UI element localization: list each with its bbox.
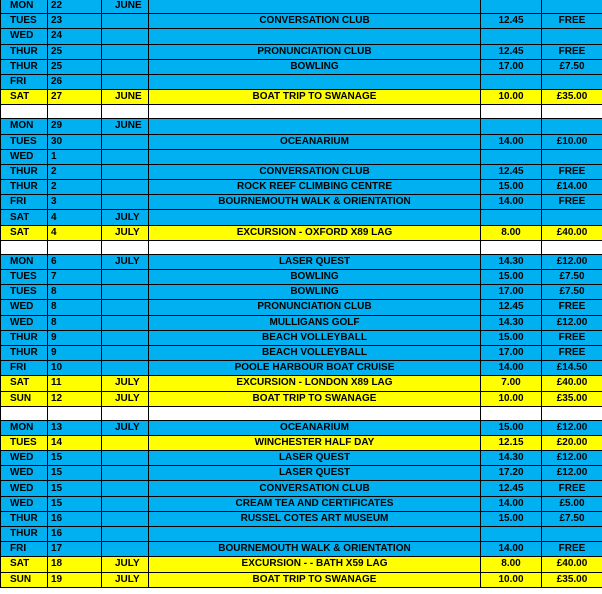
activity-cell: CONVERSATION CLUB <box>149 481 481 496</box>
time-cell: 14.00 <box>481 361 542 376</box>
month-cell <box>102 300 149 315</box>
month-cell <box>102 195 149 210</box>
month-cell <box>102 511 149 526</box>
activity-cell <box>149 74 481 89</box>
day-cell: WED <box>1 300 48 315</box>
day-cell: THUR <box>1 511 48 526</box>
separator-cell <box>542 105 602 119</box>
month-cell <box>102 527 149 542</box>
schedule-row[interactable] <box>1 254 602 269</box>
activity-cell: EXCURSION - OXFORD X89 LAG <box>149 225 481 240</box>
date-cell: 23 <box>48 14 102 29</box>
activity-cell: BOURNEMOUTH WALK & ORIENTATION <box>149 195 481 210</box>
date-cell: 24 <box>48 29 102 44</box>
date-cell: 15 <box>48 496 102 511</box>
price-cell <box>542 0 602 14</box>
activity-cell <box>149 527 481 542</box>
schedule-row[interactable] <box>1 420 602 435</box>
date-cell: 18 <box>48 557 102 572</box>
schedule-row[interactable] <box>1 466 602 481</box>
month-cell <box>102 149 149 164</box>
activity-cell: BOWLING <box>149 285 481 300</box>
separator-cell <box>48 240 102 254</box>
schedule-row[interactable] <box>1 119 602 134</box>
month-cell: JULY <box>102 391 149 406</box>
separator-cell <box>102 240 149 254</box>
day-cell: THUR <box>1 164 48 179</box>
separator-cell <box>102 105 149 119</box>
schedule-row[interactable] <box>1 180 602 195</box>
time-cell: 12.45 <box>481 300 542 315</box>
month-cell <box>102 164 149 179</box>
activity-cell: ROCK REEF CLIMBING CENTRE <box>149 180 481 195</box>
time-cell: 10.00 <box>481 90 542 105</box>
day-cell: MON <box>1 420 48 435</box>
month-cell <box>102 285 149 300</box>
time-cell: 12.45 <box>481 481 542 496</box>
price-cell: FREE <box>542 330 602 345</box>
separator-cell <box>48 105 102 119</box>
price-cell: £7.50 <box>542 511 602 526</box>
activity-cell: BOURNEMOUTH WALK & ORIENTATION <box>149 542 481 557</box>
activity-cell: EXCURSION - - BATH X59 LAG <box>149 557 481 572</box>
date-cell: 22 <box>48 0 102 14</box>
date-cell: 2 <box>48 164 102 179</box>
schedule-row[interactable] <box>1 300 602 315</box>
time-cell: 14.00 <box>481 496 542 511</box>
day-cell: WED <box>1 451 48 466</box>
activity-cell: OCEANARIUM <box>149 134 481 149</box>
separator-cell <box>1 406 48 420</box>
time-cell: 8.00 <box>481 557 542 572</box>
day-cell: THUR <box>1 180 48 195</box>
month-cell: JUNE <box>102 90 149 105</box>
schedule-row[interactable] <box>1 149 602 164</box>
day-cell: WED <box>1 149 48 164</box>
price-cell <box>542 210 602 225</box>
day-cell: WED <box>1 466 48 481</box>
day-cell: WED <box>1 315 48 330</box>
date-cell: 4 <box>48 210 102 225</box>
date-cell: 8 <box>48 315 102 330</box>
schedule-row[interactable] <box>1 14 602 29</box>
schedule-row[interactable] <box>1 270 602 285</box>
week-separator-row <box>1 240 602 254</box>
day-cell: SUN <box>1 391 48 406</box>
date-cell: 6 <box>48 254 102 269</box>
activity-cell: PRONUNCIATION CLUB <box>149 44 481 59</box>
date-cell: 11 <box>48 376 102 391</box>
price-cell: £35.00 <box>542 572 602 587</box>
price-cell <box>542 527 602 542</box>
schedule-row[interactable] <box>1 134 602 149</box>
time-cell: 12.45 <box>481 44 542 59</box>
schedule-row[interactable] <box>1 164 602 179</box>
schedule-row[interactable] <box>1 285 602 300</box>
month-cell <box>102 345 149 360</box>
price-cell: £40.00 <box>542 376 602 391</box>
day-cell: THUR <box>1 527 48 542</box>
activity-cell: CONVERSATION CLUB <box>149 164 481 179</box>
price-cell: £40.00 <box>542 225 602 240</box>
month-cell: JULY <box>102 376 149 391</box>
date-cell: 17 <box>48 542 102 557</box>
schedule-row[interactable] <box>1 59 602 74</box>
schedule-row[interactable] <box>1 330 602 345</box>
month-cell <box>102 59 149 74</box>
time-cell: 15.00 <box>481 330 542 345</box>
schedule-row[interactable] <box>1 451 602 466</box>
price-cell: FREE <box>542 542 602 557</box>
date-cell: 16 <box>48 511 102 526</box>
time-cell <box>481 210 542 225</box>
day-cell: SAT <box>1 557 48 572</box>
month-cell <box>102 315 149 330</box>
day-cell: MON <box>1 0 48 14</box>
date-cell: 25 <box>48 59 102 74</box>
month-cell <box>102 451 149 466</box>
price-cell: £12.00 <box>542 254 602 269</box>
day-cell: MON <box>1 254 48 269</box>
time-cell: 12.45 <box>481 14 542 29</box>
day-cell: THUR <box>1 59 48 74</box>
day-cell: TUES <box>1 134 48 149</box>
month-cell: JULY <box>102 210 149 225</box>
time-cell <box>481 119 542 134</box>
month-cell <box>102 74 149 89</box>
activity-cell: CONVERSATION CLUB <box>149 14 481 29</box>
day-cell: WED <box>1 29 48 44</box>
time-cell: 15.00 <box>481 180 542 195</box>
activity-cell: BOAT TRIP TO SWANAGE <box>149 572 481 587</box>
day-cell: TUES <box>1 270 48 285</box>
date-cell: 15 <box>48 466 102 481</box>
time-cell: 12.15 <box>481 435 542 450</box>
day-cell: SAT <box>1 210 48 225</box>
price-cell: £35.00 <box>542 391 602 406</box>
separator-cell <box>481 105 542 119</box>
date-cell: 10 <box>48 361 102 376</box>
activity-cell: MULLIGANS GOLF <box>149 315 481 330</box>
separator-cell <box>149 240 481 254</box>
activity-cell: RUSSEL COTES ART MUSEUM <box>149 511 481 526</box>
separator-cell <box>481 240 542 254</box>
schedule-row[interactable] <box>1 345 602 360</box>
month-cell <box>102 14 149 29</box>
month-cell: JULY <box>102 572 149 587</box>
date-cell: 7 <box>48 270 102 285</box>
day-cell: SUN <box>1 572 48 587</box>
time-cell <box>481 527 542 542</box>
date-cell: 29 <box>48 119 102 134</box>
schedule-row[interactable] <box>1 44 602 59</box>
month-cell <box>102 180 149 195</box>
activity-cell: LASER QUEST <box>149 254 481 269</box>
date-cell: 4 <box>48 225 102 240</box>
month-cell <box>102 481 149 496</box>
month-cell: JUNE <box>102 0 149 14</box>
price-cell: £12.00 <box>542 315 602 330</box>
time-cell: 17.00 <box>481 285 542 300</box>
price-cell: FREE <box>542 345 602 360</box>
day-cell: FRI <box>1 74 48 89</box>
day-cell: THUR <box>1 345 48 360</box>
time-cell: 14.30 <box>481 254 542 269</box>
day-cell: SAT <box>1 225 48 240</box>
separator-cell <box>149 105 481 119</box>
month-cell <box>102 466 149 481</box>
date-cell: 16 <box>48 527 102 542</box>
time-cell: 12.45 <box>481 164 542 179</box>
day-cell: WED <box>1 481 48 496</box>
date-cell: 27 <box>48 90 102 105</box>
date-cell: 8 <box>48 300 102 315</box>
time-cell <box>481 0 542 14</box>
schedule-row[interactable] <box>1 90 602 105</box>
price-cell <box>542 149 602 164</box>
month-cell: JUNE <box>102 119 149 134</box>
price-cell <box>542 29 602 44</box>
activity-cell: BOWLING <box>149 59 481 74</box>
separator-cell <box>542 240 602 254</box>
separator-cell <box>102 406 149 420</box>
month-cell <box>102 542 149 557</box>
price-cell: FREE <box>542 300 602 315</box>
schedule-row[interactable] <box>1 29 602 44</box>
price-cell: FREE <box>542 481 602 496</box>
month-cell: JULY <box>102 420 149 435</box>
schedule-body <box>1 0 602 587</box>
date-cell: 15 <box>48 451 102 466</box>
day-cell: SAT <box>1 90 48 105</box>
date-cell: 15 <box>48 481 102 496</box>
time-cell: 14.00 <box>481 542 542 557</box>
activity-cell: CREAM TEA AND CERTIFICATES <box>149 496 481 511</box>
price-cell: FREE <box>542 164 602 179</box>
time-cell: 15.00 <box>481 420 542 435</box>
price-cell: £10.00 <box>542 134 602 149</box>
date-cell: 12 <box>48 391 102 406</box>
month-cell <box>102 435 149 450</box>
schedule-row[interactable] <box>1 572 602 587</box>
time-cell: 14.30 <box>481 451 542 466</box>
price-cell: £12.00 <box>542 451 602 466</box>
schedule-row[interactable] <box>1 315 602 330</box>
activity-cell: OCEANARIUM <box>149 420 481 435</box>
date-cell: 9 <box>48 345 102 360</box>
date-cell: 25 <box>48 44 102 59</box>
price-cell: £20.00 <box>542 435 602 450</box>
schedule-row[interactable] <box>1 391 602 406</box>
day-cell: THUR <box>1 44 48 59</box>
time-cell: 17.00 <box>481 59 542 74</box>
time-cell: 14.30 <box>481 315 542 330</box>
activity-cell: EXCURSION - LONDON X89 LAG <box>149 376 481 391</box>
time-cell: 14.00 <box>481 134 542 149</box>
activity-cell: BEACH VOLLEYBALL <box>149 345 481 360</box>
month-cell: JULY <box>102 254 149 269</box>
price-cell: £40.00 <box>542 557 602 572</box>
price-cell: £14.50 <box>542 361 602 376</box>
date-cell: 9 <box>48 330 102 345</box>
month-cell <box>102 44 149 59</box>
time-cell <box>481 149 542 164</box>
price-cell: £14.00 <box>542 180 602 195</box>
activity-cell <box>149 210 481 225</box>
price-cell: £7.50 <box>542 285 602 300</box>
day-cell: WED <box>1 496 48 511</box>
week-separator-row <box>1 406 602 420</box>
activity-cell: LASER QUEST <box>149 466 481 481</box>
date-cell: 8 <box>48 285 102 300</box>
time-cell: 7.00 <box>481 376 542 391</box>
price-cell: £12.00 <box>542 466 602 481</box>
price-cell: £5.00 <box>542 496 602 511</box>
month-cell <box>102 270 149 285</box>
schedule-row[interactable] <box>1 376 602 391</box>
schedule-row[interactable] <box>1 195 602 210</box>
schedule-row[interactable] <box>1 210 602 225</box>
separator-cell <box>149 406 481 420</box>
date-cell: 26 <box>48 74 102 89</box>
activity-cell: LASER QUEST <box>149 451 481 466</box>
day-cell: THUR <box>1 330 48 345</box>
day-cell: FRI <box>1 361 48 376</box>
day-cell: SAT <box>1 376 48 391</box>
date-cell: 13 <box>48 420 102 435</box>
schedule-row[interactable] <box>1 481 602 496</box>
month-cell <box>102 496 149 511</box>
activity-cell <box>149 119 481 134</box>
separator-cell <box>542 406 602 420</box>
schedule-row[interactable] <box>1 542 602 557</box>
activity-cell: BOAT TRIP TO SWANAGE <box>149 391 481 406</box>
activity-cell: POOLE HARBOUR BOAT CRUISE <box>149 361 481 376</box>
month-cell <box>102 134 149 149</box>
price-cell: £12.00 <box>542 420 602 435</box>
separator-cell <box>481 406 542 420</box>
activity-cell <box>149 149 481 164</box>
separator-cell <box>1 240 48 254</box>
price-cell: £7.50 <box>542 59 602 74</box>
date-cell: 14 <box>48 435 102 450</box>
schedule-row[interactable] <box>1 225 602 240</box>
price-cell: FREE <box>542 195 602 210</box>
month-cell <box>102 29 149 44</box>
activity-cell: WINCHESTER HALF DAY <box>149 435 481 450</box>
time-cell: 17.20 <box>481 466 542 481</box>
day-cell: TUES <box>1 285 48 300</box>
activity-cell: BOWLING <box>149 270 481 285</box>
month-cell: JULY <box>102 557 149 572</box>
activity-cell: BEACH VOLLEYBALL <box>149 330 481 345</box>
schedule-row[interactable] <box>1 0 602 14</box>
month-cell: JULY <box>102 225 149 240</box>
time-cell: 8.00 <box>481 225 542 240</box>
price-cell <box>542 74 602 89</box>
month-cell <box>102 330 149 345</box>
schedule-row[interactable] <box>1 74 602 89</box>
time-cell <box>481 29 542 44</box>
date-cell: 1 <box>48 149 102 164</box>
separator-cell <box>1 105 48 119</box>
time-cell <box>481 74 542 89</box>
schedule-row[interactable] <box>1 435 602 450</box>
price-cell: £7.50 <box>542 270 602 285</box>
activity-cell: PRONUNCIATION CLUB <box>149 300 481 315</box>
schedule-row[interactable] <box>1 511 602 526</box>
day-cell: FRI <box>1 542 48 557</box>
activity-cell <box>149 29 481 44</box>
price-cell <box>542 119 602 134</box>
date-cell: 2 <box>48 180 102 195</box>
date-cell: 3 <box>48 195 102 210</box>
date-cell: 30 <box>48 134 102 149</box>
time-cell: 10.00 <box>481 391 542 406</box>
activity-cell <box>149 0 481 14</box>
schedule-row[interactable] <box>1 527 602 542</box>
schedule-row[interactable] <box>1 557 602 572</box>
month-cell <box>102 361 149 376</box>
day-cell: TUES <box>1 14 48 29</box>
time-cell: 14.00 <box>481 195 542 210</box>
activity-cell: BOAT TRIP TO SWANAGE <box>149 90 481 105</box>
day-cell: MON <box>1 119 48 134</box>
date-cell: 19 <box>48 572 102 587</box>
separator-cell <box>48 406 102 420</box>
price-cell: £35.00 <box>542 90 602 105</box>
week-separator-row <box>1 105 602 119</box>
day-cell: TUES <box>1 435 48 450</box>
schedule-row[interactable] <box>1 361 602 376</box>
schedule-row[interactable] <box>1 496 602 511</box>
price-cell: FREE <box>542 44 602 59</box>
price-cell: FREE <box>542 14 602 29</box>
time-cell: 10.00 <box>481 572 542 587</box>
time-cell: 17.00 <box>481 345 542 360</box>
time-cell: 15.00 <box>481 511 542 526</box>
day-cell: FRI <box>1 195 48 210</box>
time-cell: 15.00 <box>481 270 542 285</box>
